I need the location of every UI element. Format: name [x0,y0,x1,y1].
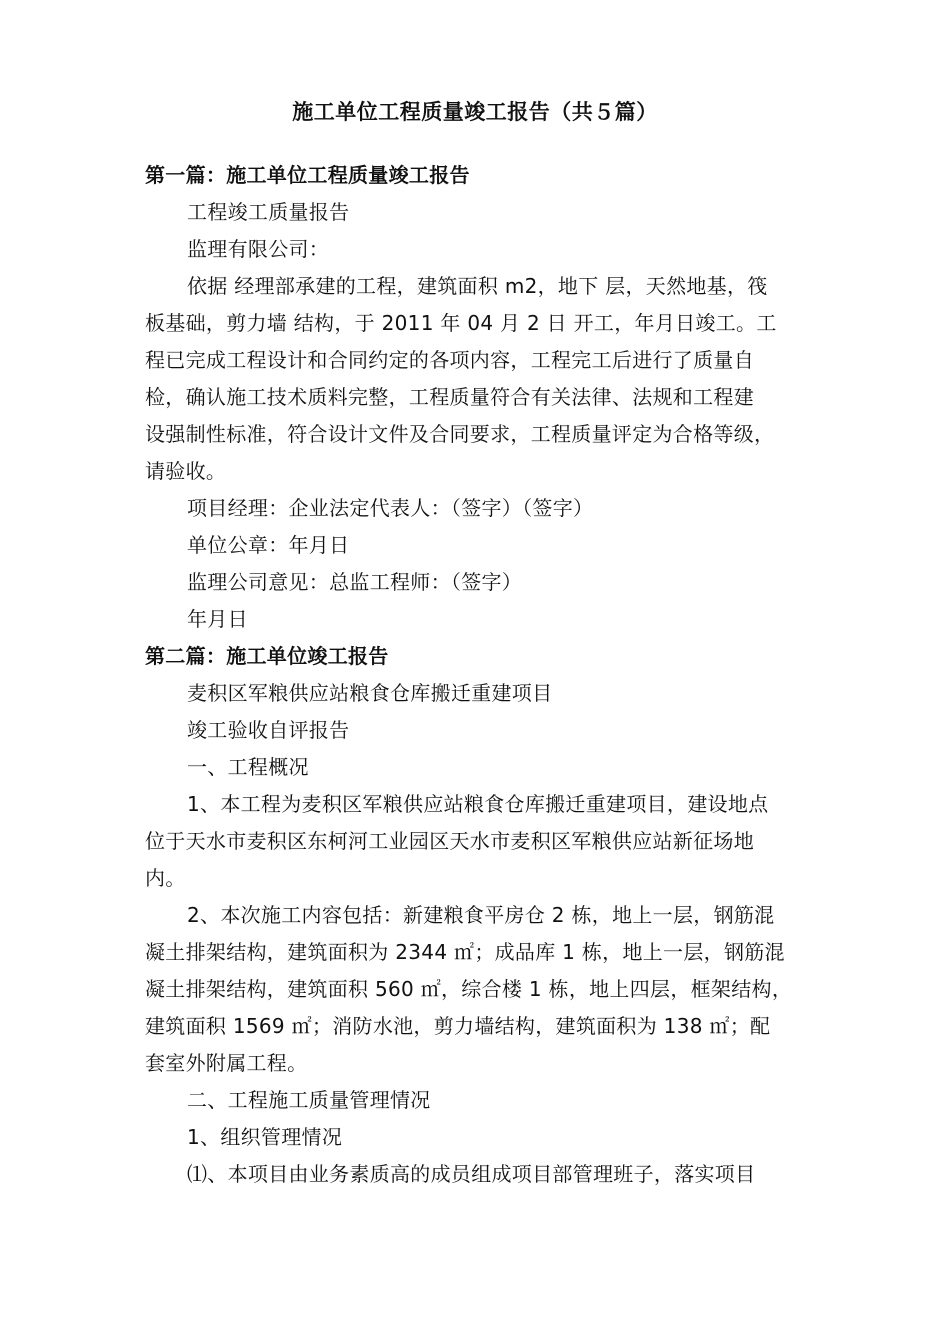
text-line: 建筑面积 1569 ㎡；消防水池，剪力墙结构，建筑面积为 138 ㎡；配 [145,1014,771,1038]
text-line: ⑴、本项目由业务素质高的成员组成项目部管理班子，落实项目 [187,1162,756,1186]
text-line: 依据 经理部承建的工程，建筑面积 m2，地下 层，天然地基，筏 [187,274,768,298]
text-line: 板基础，剪力墙 结构，于 2011 年 04 月 2 日 开工，年月日竣工。工 [145,311,777,335]
text-line: 套室外附属工程。 [145,1051,308,1075]
text-line: 设强制性标准，符合设计文件及合同要求，工程质量评定为合格等级， [145,422,775,446]
text-line: 项目经理：企业法定代表人：（签字）（签字） [187,496,594,520]
text-line: 凝土排架结构，建筑面积 560 ㎡，综合楼 1 栋，地上四层，框架结构， [145,977,793,1001]
text-line: 工程竣工质量报告 [187,200,350,224]
text-line: 二、工程施工质量管理情况 [187,1088,431,1112]
text-line: 内。 [145,866,186,890]
text-line: 麦积区军粮供应站粮食仓库搬迁重建项目 [187,681,553,705]
text-line: 竣工验收自评报告 [187,718,350,742]
text-line: 监理有限公司： [187,237,330,261]
text-line: 请验收。 [145,459,227,483]
text-line: 1、本工程为麦积区军粮供应站粮食仓库搬迁重建项目，建设地点 [187,792,769,816]
text-line: 程已完成工程设计和合同约定的各项内容，工程完工后进行了质量自 [145,348,754,372]
text-line: 位于天水市麦积区东柯河工业园区天水市麦积区军粮供应站新征场地 [145,829,754,853]
text-line: 监理公司意见：总监工程师：（签字） [187,570,523,594]
text-line: 年月日 [187,607,248,631]
text-line: 一、工程概况 [187,755,309,779]
text-line: 单位公章：年月日 [187,533,350,557]
document-title: 施工单位工程质量竣工报告（共５篇） [292,100,658,124]
section-heading-2: 第二篇：施工单位竣工报告 [145,644,389,668]
section-heading-1: 第一篇：施工单位工程质量竣工报告 [145,163,470,187]
text-line: 凝土排架结构，建筑面积为 2344 ㎡；成品库 1 栋，地上一层，钢筋混 [145,940,785,964]
text-line: 检，确认施工技术质料完整，工程质量符合有关法律、法规和工程建 [145,385,754,409]
text-line: 1、组织管理情况 [187,1125,343,1149]
text-line: 2、本次施工内容包括：新建粮食平房仓 2 栋，地上一层，钢筋混 [187,903,775,927]
